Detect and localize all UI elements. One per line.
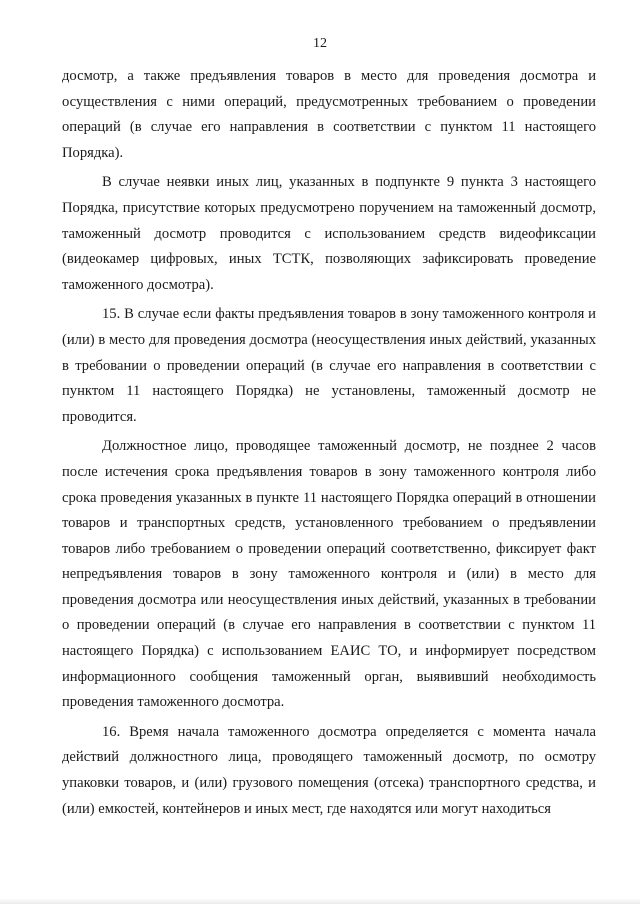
- document-body: [62, 64, 596, 822]
- paragraph-official-duties: Должностное лицо, проводящее таможенный досмотр, не позднее 2 часов после истечения срока предъявления товаров в зону таможенного контроля либо срока проведения указанных в пункте 11 настоящего Порядка операций в отношении товаров и транспортных средств, установленного требованием о предъявлении товаров либо требованием о проведении операций соответственно, фиксирует факт непредъявления товаров в зону таможенного контроля и (или) в место для проведения досмотра или неосуществления иных действий, указанных в требовании о проведении операций (в случае его направления в соответствии с пунктом 11 настоящего Порядка) с использованием ЕАИС ТО, и информирует посредством информационного сообщения таможенный орган, выявивший необходимость проведения таможенного досмотра.: [62, 438, 596, 711]
- paragraph-item-15: 15. В случае если факты предъявления товаров в зону таможенного контроля и (или) в место для проведения досмотра (неосуществления иных действий, указанных в требовании о проведении операций (в случае его направления в соответствии с пунктом 11 настоящего Порядка) не установлены, таможенный досмотр не проводится.: [62, 306, 596, 425]
- paragraph-continuation: досмотр, а также предъявления товаров в место для проведения досмотра и осуществления с ними операций, предусмотренных требованием о проведении операций (в случае его направления в соответствии с пунктом 11 настоящего Порядка).: [62, 68, 596, 161]
- paragraph-absence-of-persons: В случае неявки иных лиц, указанных в подпункте 9 пункта 3 настоящего Порядка, присутствие которых предусмотрено поручением на таможенный досмотр, таможенный досмотр проводится с использованием средств видеофиксации (видеокамер цифровых, иных ТСТК, позволяющих зафиксировать проведение таможенного досмотра).: [62, 174, 596, 293]
- paragraph-item-16: 16. Время начала таможенного досмотра определяется с момента начала действий должностного лица, проводящего таможенный досмотр, по осмотру упаковки товаров, и (или) грузового помещения (отсека) транспортного средства, и (или) емкостей, контейнеров и иных мест, где находятся или могут находиться: [62, 723, 596, 817]
- scan-bottom-edge: [0, 898, 640, 904]
- page-number: 12: [313, 36, 327, 51]
